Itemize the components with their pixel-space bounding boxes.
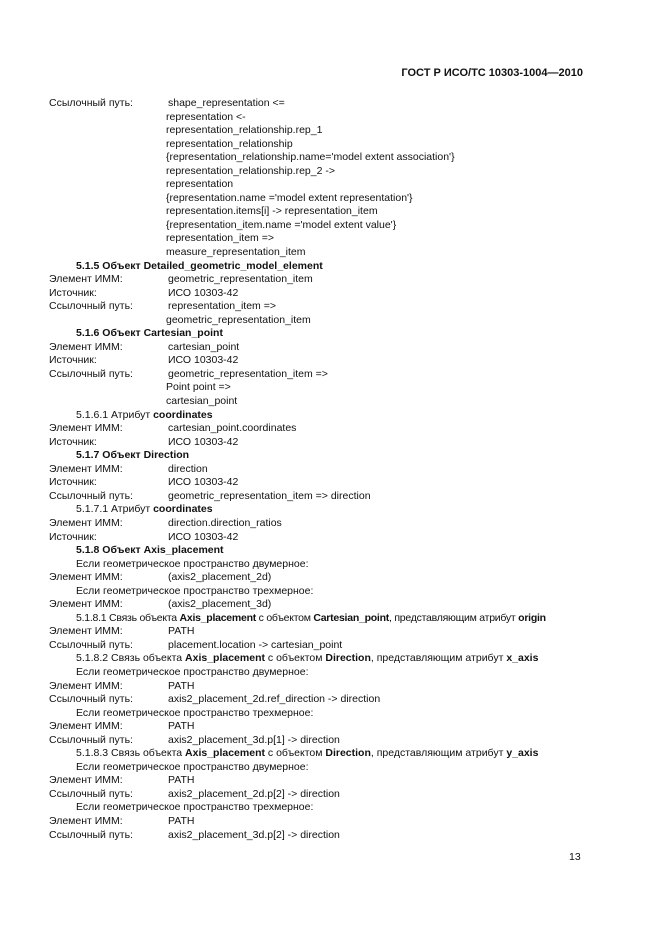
field-label: Ссылочный путь: xyxy=(49,787,133,800)
relation-heading xyxy=(76,747,538,761)
field-label: Элемент ИММ: xyxy=(49,679,123,692)
document-line xyxy=(49,287,609,301)
document-line xyxy=(49,829,609,843)
relation-bold-term: x_axis xyxy=(506,652,539,665)
document-line xyxy=(49,544,609,558)
section-heading: 5.1.5 Объект Detailed_geometric_model_element xyxy=(76,259,323,272)
document-line xyxy=(49,368,609,382)
condition-text: Если геометрическое пространство двумерное: xyxy=(76,760,309,773)
document-line xyxy=(49,598,609,612)
field-label: Элемент ИММ: xyxy=(49,598,123,611)
field-label: Элемент ИММ: xyxy=(49,273,123,286)
field-value: ИСО 10303-42 xyxy=(168,354,239,367)
field-label: Ссылочный путь: xyxy=(49,489,133,502)
field-value: geometric_representation_item xyxy=(168,273,313,286)
field-label: Ссылочный путь: xyxy=(49,300,133,313)
document-line xyxy=(49,490,609,504)
condition-text: Если геометрическое пространство трехмерное: xyxy=(76,706,314,719)
relation-bold-term: Axis_placement xyxy=(185,652,265,665)
condition-text: Если геометрическое пространство трехмерное: xyxy=(76,801,314,814)
relation-text: с объектом xyxy=(265,652,326,665)
document-line xyxy=(49,246,609,260)
page-number: 13 xyxy=(569,851,581,863)
field-value: ИСО 10303-42 xyxy=(168,286,239,299)
path-continuation: Point point => xyxy=(166,381,231,394)
field-value: placement.location -> cartesian_point xyxy=(168,638,343,651)
condition-text: Если геометрическое пространство двумерное: xyxy=(76,665,309,678)
path-continuation: representation_relationship xyxy=(166,137,293,150)
document-line xyxy=(49,612,609,626)
path-continuation: cartesian_point xyxy=(166,395,238,408)
relation-text: 5.1.8.1 Связь объекта xyxy=(76,611,180,624)
field-value: axis2_placement_3d.p[1] -> direction xyxy=(168,733,340,746)
document-line xyxy=(49,476,609,490)
document-line xyxy=(49,327,609,341)
document-line xyxy=(49,395,609,409)
attribute-prefix: 5.1.7.1 Атрибут xyxy=(76,503,154,516)
field-label: Ссылочный путь: xyxy=(49,693,133,706)
attribute-name: coordinates xyxy=(153,503,213,516)
document-line xyxy=(49,788,609,802)
condition-text: Если геометрическое пространство двумерное: xyxy=(76,557,309,570)
relation-text: с объектом xyxy=(265,747,326,760)
field-value: geometric_representation_item => xyxy=(168,367,328,380)
field-value: PATH xyxy=(168,679,195,692)
field-label: Элемент ИММ: xyxy=(49,814,123,827)
document-line xyxy=(49,517,609,531)
attribute-heading xyxy=(76,503,213,517)
field-label: Элемент ИММ: xyxy=(49,462,123,475)
document-line xyxy=(49,381,609,395)
document-line xyxy=(49,720,609,734)
field-value: PATH xyxy=(168,774,195,787)
field-label: Элемент ИММ: xyxy=(49,625,123,638)
field-value: PATH xyxy=(168,814,195,827)
document-line xyxy=(49,558,609,572)
field-label: Ссылочный путь: xyxy=(49,638,133,651)
document-line xyxy=(49,815,609,829)
field-label: Ссылочный путь: xyxy=(49,367,133,380)
field-label: Источник: xyxy=(49,530,97,543)
path-continuation: representation.items[i] -> representation_item xyxy=(166,205,378,218)
document-line xyxy=(49,151,609,165)
field-label: Элемент ИММ: xyxy=(49,774,123,787)
relation-text: , представляющим атрибут xyxy=(370,747,507,760)
field-value: direction xyxy=(168,462,208,475)
document-line xyxy=(49,341,609,355)
path-continuation: geometric_representation_item xyxy=(166,313,311,326)
document-line xyxy=(49,409,609,423)
document-line xyxy=(49,734,609,748)
document-line xyxy=(49,219,609,233)
path-continuation: measure_representation_item xyxy=(166,246,306,259)
document-header: ГОСТ Р ИСО/ТС 10303-1004—2010 xyxy=(401,67,583,79)
document-line xyxy=(49,111,609,125)
document-line xyxy=(49,354,609,368)
document-line xyxy=(49,503,609,517)
field-value: axis2_placement_2d.ref_direction -> direction xyxy=(168,693,381,706)
field-value: PATH xyxy=(168,625,195,638)
relation-bold-term: Direction xyxy=(325,652,371,665)
field-value: cartesian_point.coordinates xyxy=(168,422,297,435)
path-continuation: representation xyxy=(166,178,234,191)
path-continuation: {representation_relationship.name='model extent association'} xyxy=(166,151,455,164)
field-label: Источник: xyxy=(49,286,97,299)
field-value: (axis2_placement_3d) xyxy=(168,598,272,611)
path-continuation: {representation_item.name ='model extent value'} xyxy=(166,218,397,231)
attribute-prefix: 5.1.6.1 Атрибут xyxy=(76,408,154,421)
document-line xyxy=(49,639,609,653)
relation-heading xyxy=(76,612,546,626)
document-line xyxy=(49,707,609,721)
path-continuation: representation_relationship.rep_2 -> xyxy=(166,164,335,177)
document-line xyxy=(49,260,609,274)
path-continuation: representation_item => xyxy=(166,232,274,245)
section-heading: 5.1.6 Объект Cartesian_point xyxy=(76,327,223,340)
field-label: Источник: xyxy=(49,354,97,367)
field-value: axis2_placement_3d.p[2] -> direction xyxy=(168,828,340,841)
relation-bold-term: Axis_placement xyxy=(185,747,265,760)
document-line xyxy=(49,138,609,152)
relation-text: 5.1.8.2 Связь объекта xyxy=(76,652,186,665)
path-continuation: representation <- xyxy=(166,110,246,123)
document-line xyxy=(49,571,609,585)
document-line xyxy=(49,463,609,477)
field-label: Источник: xyxy=(49,476,97,489)
field-label: Элемент ИММ: xyxy=(49,720,123,733)
document-line xyxy=(49,97,609,111)
relation-bold-term: y_axis xyxy=(506,747,539,760)
document-line xyxy=(49,680,609,694)
attribute-name: coordinates xyxy=(153,408,213,421)
relation-bold-term: origin xyxy=(518,611,546,624)
field-value: PATH xyxy=(168,720,195,733)
document-line xyxy=(49,192,609,206)
document-line xyxy=(49,178,609,192)
relation-bold-term: Cartesian_point xyxy=(313,611,389,624)
document-line xyxy=(49,314,609,328)
document-line xyxy=(49,625,609,639)
relation-text: 5.1.8.3 Связь объекта xyxy=(76,747,186,760)
field-label: Источник: xyxy=(49,435,97,448)
field-value: ИСО 10303-42 xyxy=(168,530,239,543)
field-value: shape_representation <= xyxy=(168,97,285,109)
field-value: geometric_representation_item => direction xyxy=(168,489,371,502)
document-line xyxy=(49,422,609,436)
field-value: representation_item => xyxy=(168,300,276,313)
field-label: Ссылочный путь: xyxy=(49,97,133,109)
relation-heading xyxy=(76,652,538,666)
field-value: ИСО 10303-42 xyxy=(168,435,239,448)
section-heading: 5.1.8 Объект Axis_placement xyxy=(76,544,224,557)
field-label: Элемент ИММ: xyxy=(49,340,123,353)
document-line xyxy=(49,273,609,287)
document-line xyxy=(49,666,609,680)
relation-bold-term: Direction xyxy=(325,747,371,760)
relation-text: с объектом xyxy=(256,611,314,624)
path-continuation: {representation.name ='model extent representation'} xyxy=(166,191,413,204)
document-line xyxy=(49,585,609,599)
document-line xyxy=(49,652,609,666)
document-line xyxy=(49,801,609,815)
field-label: Элемент ИММ: xyxy=(49,571,123,584)
field-value: ИСО 10303-42 xyxy=(168,476,239,489)
document-line xyxy=(49,693,609,707)
document-line xyxy=(49,124,609,138)
relation-text: , представляющим атрибут xyxy=(370,652,507,665)
document-line xyxy=(49,531,609,545)
document-line xyxy=(49,436,609,450)
field-value: cartesian_point xyxy=(168,340,240,353)
relation-bold-term: Axis_placement xyxy=(179,611,256,624)
path-continuation: representation_relationship.rep_1 xyxy=(166,124,323,137)
document-line xyxy=(49,449,609,463)
attribute-heading xyxy=(76,409,213,423)
field-value: axis2_placement_2d.p[2] -> direction xyxy=(168,787,340,800)
field-value: direction.direction_ratios xyxy=(168,516,282,529)
document-line xyxy=(49,774,609,788)
document-body xyxy=(49,97,609,842)
document-line xyxy=(49,747,609,761)
document-line xyxy=(49,761,609,775)
field-value: (axis2_placement_2d) xyxy=(168,571,272,584)
field-label: Ссылочный путь: xyxy=(49,733,133,746)
field-label: Ссылочный путь: xyxy=(49,828,133,841)
relation-text: , представляющим атрибут xyxy=(388,611,519,624)
section-heading: 5.1.7 Объект Direction xyxy=(76,449,190,462)
document-line xyxy=(49,205,609,219)
field-label: Элемент ИММ: xyxy=(49,422,123,435)
document-line xyxy=(49,300,609,314)
document-line xyxy=(49,232,609,246)
field-label: Элемент ИММ: xyxy=(49,516,123,529)
document-line xyxy=(49,165,609,179)
condition-text: Если геометрическое пространство трехмерное: xyxy=(76,584,314,597)
